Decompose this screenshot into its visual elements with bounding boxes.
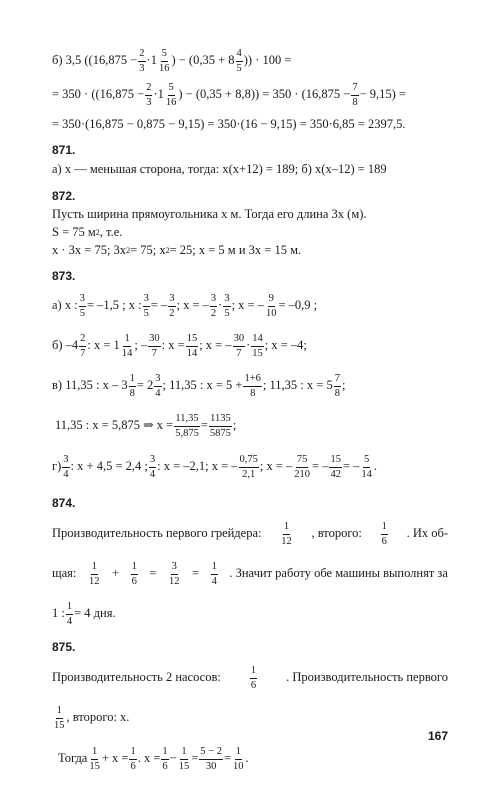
fraction: $\frac{1135}{5875}$: [209, 413, 231, 439]
fraction: $\frac{5}{16}$: [165, 82, 177, 108]
fraction: $\frac{1}{6}$: [162, 746, 168, 772]
fraction: $\frac{1}{6}$: [130, 746, 136, 772]
p872-line2: S = 75 м 2 , т.е.: [52, 225, 123, 240]
fraction: $\frac{1+6}{8}$: [244, 373, 261, 399]
fraction: $\frac{3}{5}$: [79, 293, 85, 319]
p873-b: б) –4 $\frac{2}{7}$ : x = 1 $\frac{1}{14}$ ; – $\frac{30}{7}$ : x = $\frac{15}{14}$ ; x = – $\frac{30}{7}$ · $\frac{14}{15}$ ; x = –4;: [52, 333, 307, 359]
fraction: $\frac{0,75}{2,1}$: [239, 454, 258, 480]
fraction: $\frac{15}{42}$: [330, 454, 341, 480]
fraction: $\frac{1}{12}$: [88, 561, 100, 587]
p872-line1: Пусть ширина прямоугольника x м. Тогда его длина 3x (м).: [52, 207, 367, 222]
fraction: $\frac{30}{7}$: [233, 333, 245, 359]
p870b-line3: = 350·(16,875 − 0,875 − 9,15) = 350·(16 − 9,15) = 350·6,85 = 2397,5.: [52, 117, 406, 132]
fraction: $\frac{1}{14}$: [121, 333, 133, 359]
fraction: $\frac{1}{15}$: [89, 746, 100, 772]
fraction: $\frac{11,35}{5,875}$: [175, 413, 199, 439]
fraction: $\frac{1}{6}$: [381, 521, 387, 547]
fraction: $\frac{7}{8}$: [352, 82, 358, 108]
fraction: $\frac{2}{7}$: [80, 333, 86, 359]
problem-number-873: 873.: [52, 268, 76, 283]
fraction: $\frac{5}{14}$: [361, 454, 372, 480]
p873-g: г) $\frac{3}{4}$ : x + 4,5 = 2,4 ; $\frac{3}{4}$ : x = –2,1; x = – $\frac{0,75}{2,1}$ ; x = – $\frac{75}{210}$ = – $\frac{15}{42}$ = – $\frac{5}{14}$ .: [52, 454, 378, 480]
fraction: $\frac{1}{10}$: [233, 746, 244, 772]
fraction: $\frac{7}{8}$: [334, 373, 340, 399]
fraction: $\frac{1}{4}$: [66, 601, 73, 627]
problem-number-872: 872.: [52, 188, 76, 203]
fraction: $\frac{2}{3}$: [139, 48, 145, 74]
fraction: $\frac{30}{7}$: [149, 333, 160, 359]
p874-line1: Производительность первого грейдера: $\frac{1}{12}$ , второго: $\frac{1}{6}$ . Их об-: [52, 521, 448, 547]
fraction: $\frac{1}{15}$: [178, 746, 190, 772]
p875-line2: $\frac{1}{15}$ , второго: x.: [54, 705, 130, 731]
fraction: $\frac{1}{12}$: [281, 521, 292, 547]
fraction: $\frac{1}{6}$: [250, 665, 257, 691]
p875-line3: Тогда $\frac{1}{15}$ + x = $\frac{1}{6}$ . x = $\frac{1}{6}$ − $\frac{1}{15}$ = $\frac{5 - 2}{30}$ = $\frac{1}{10}$ .: [58, 746, 249, 772]
fraction: $\frac{3}{5}$: [143, 293, 149, 319]
p871-text: а) x — меньшая сторона, тогда: x(x+12) = 189; б) x(x–12) = 189: [52, 162, 387, 177]
fraction: $\frac{3}{4}$: [63, 454, 69, 480]
fraction: $\frac{1}{6}$: [131, 561, 137, 587]
fraction: $\frac{1}{8}$: [129, 373, 135, 399]
fraction: $\frac{75}{210}$: [294, 454, 311, 480]
fraction: $\frac{3}{12}$: [168, 561, 180, 587]
p874-line2: щая: $\frac{1}{12}$ + $\frac{1}{6}$ = $\frac{3}{12}$ = $\frac{1}{4}$ . Значит работу обе машины выполнят за: [52, 561, 448, 587]
p873-a: а) x : $\frac{3}{5}$ = –1,5 ; x : $\frac{3}{5}$ = – $\frac{3}{2}$ ; x = – $\frac{3}{2}$ · $\frac{3}{5}$ ; x = – $\frac{9}{10}$ = –0,9 ;: [52, 293, 318, 319]
fraction: $\frac{1}{4}$: [211, 561, 217, 587]
page-number: 167: [427, 729, 448, 743]
problem-number-871: 871.: [52, 142, 76, 157]
fraction: $\frac{3}{4}$: [155, 373, 161, 399]
fraction: $\frac{2}{3}$: [146, 82, 152, 108]
fraction: $\frac{3}{2}$: [169, 293, 175, 319]
p873-v-line2: 11,35 : x = 5,875 ⇒ x = $\frac{11,35}{5,875}$ = $\frac{1135}{5875}$ ;: [55, 413, 237, 439]
p874-line3: 1 : $\frac{1}{4}$ = 4 дня.: [52, 601, 116, 627]
fraction: $\frac{3}{5}$: [224, 293, 230, 319]
fraction: $\frac{3}{2}$: [210, 293, 217, 319]
p870b-line1: б) 3,5 ((16,875 − $\frac{2}{3}$ ·1 $\frac{5}{16}$ ) − (0,35 + 8 $\frac{4}{5}$ )) · 100 =: [52, 48, 292, 74]
fraction: $\frac{14}{15}$: [252, 333, 263, 359]
problem-number-875: 875.: [52, 639, 76, 654]
p875-line1: Производительность 2 насосов: $\frac{1}{6}$ . Производительность первого: [52, 665, 448, 691]
fraction: $\frac{9}{10}$: [265, 293, 277, 319]
fraction: $\frac{3}{4}$: [149, 454, 156, 480]
fraction: $\frac{5}{16}$: [158, 48, 170, 74]
fraction: $\frac{15}{14}$: [186, 333, 198, 359]
p870b-line2: = 350 · ((16,875 − $\frac{2}{3}$ ·1 $\frac{5}{16}$ ) − (0,35 + 8,8)) = 350 · (16,875 − $\frac{7}{8}$ − 9,15) =: [52, 82, 406, 108]
fraction: $\frac{1}{15}$: [54, 705, 65, 731]
fraction: $\frac{5 - 2}{30}$: [200, 746, 222, 772]
fraction: $\frac{4}{5}$: [236, 48, 242, 74]
p872-line3: x · 3x = 75; 3x 2 = 75; x 2 = 25; x = 5 м и 3x = 15 м.: [52, 243, 302, 258]
problem-number-874: 874.: [52, 495, 76, 510]
p873-v-line1: в) 11,35 : x – 3 $\frac{1}{8}$ = 2 $\frac{3}{4}$ ; 11,35 : x = 5 + $\frac{1+6}{8}$ ; 11,35 : x = 5 $\frac{7}{8}$ ;: [52, 373, 346, 399]
